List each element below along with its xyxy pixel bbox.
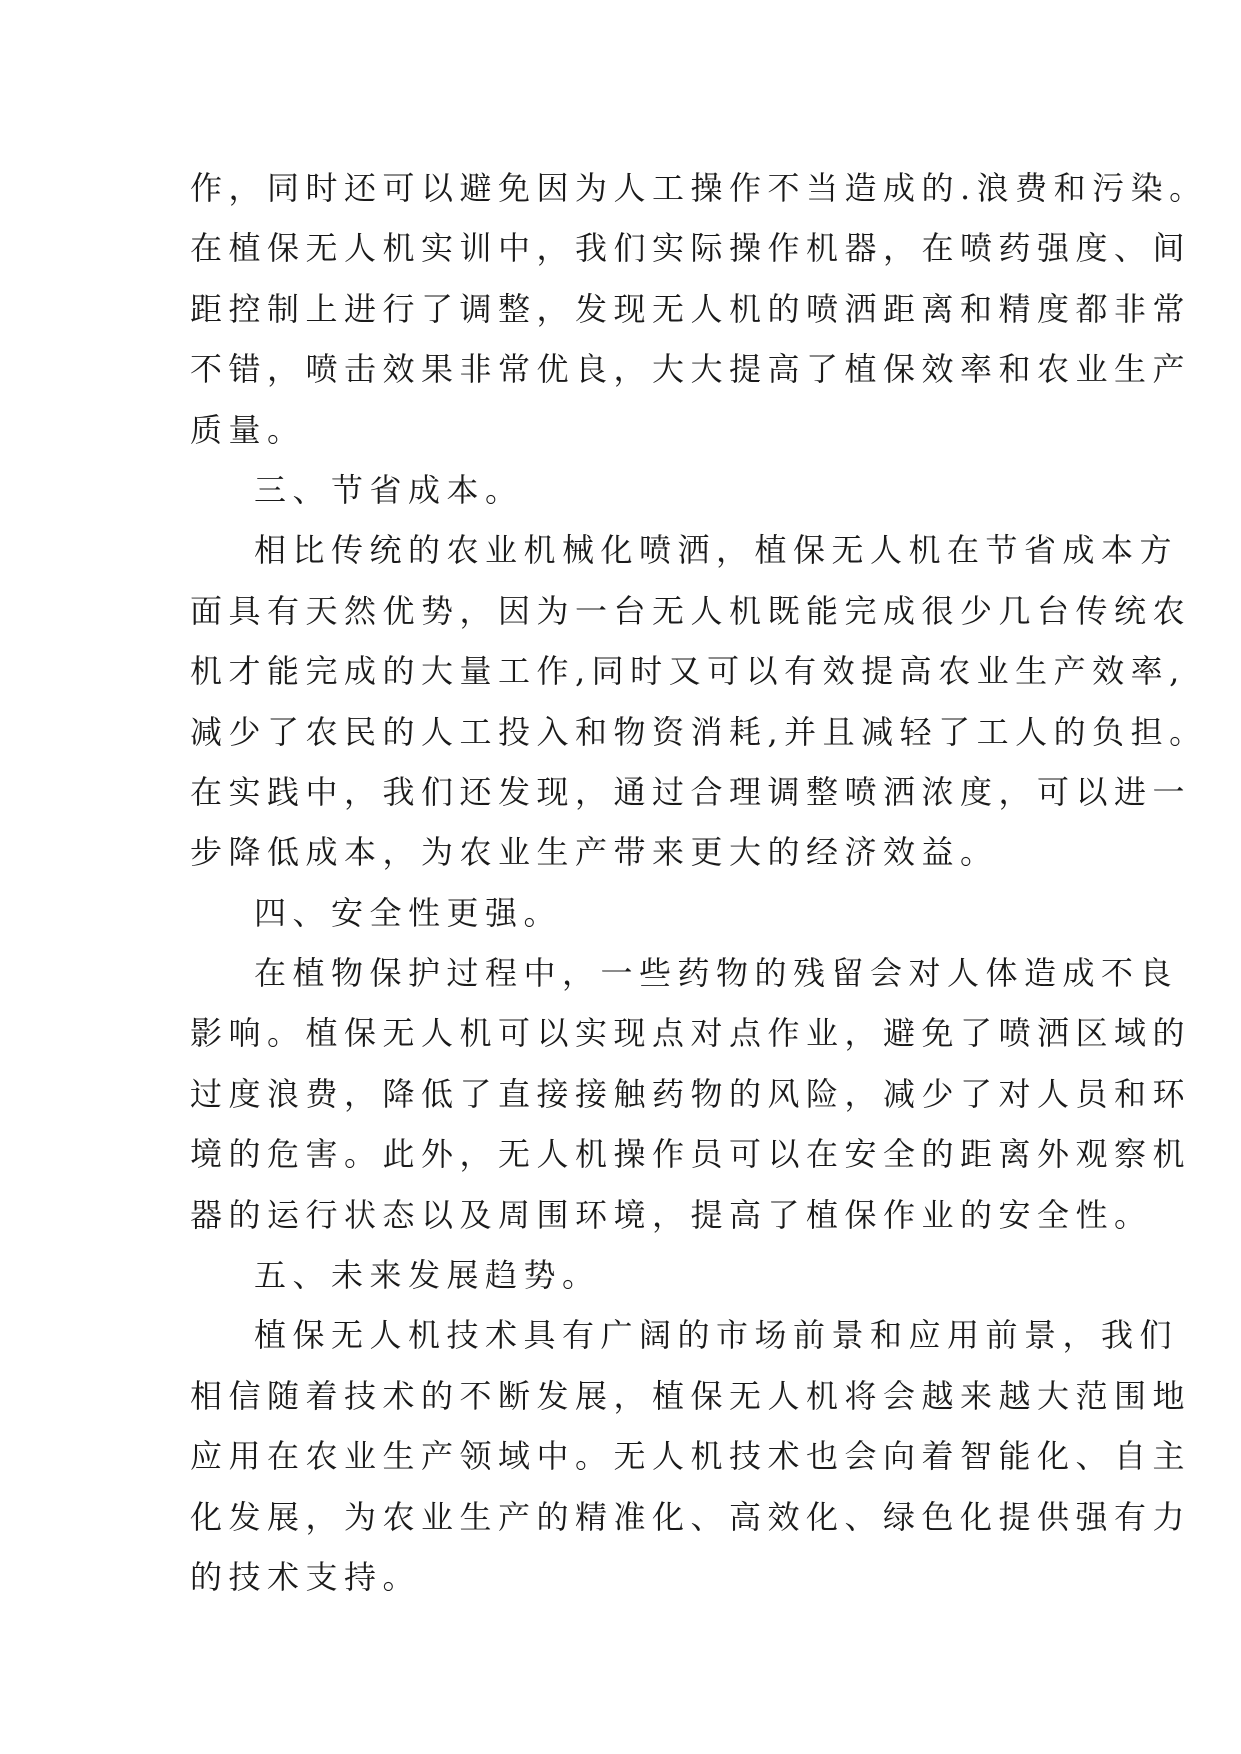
text-line: 的技术支持。 (190, 1557, 422, 1596)
text-line: 在植保无人机实训中，我们实际操作机器，在喷药强度、间 (190, 229, 1192, 268)
text-line: 面具有天然优势，因为一台无人机既能完成很少几台传统农 (190, 591, 1192, 630)
text-line: 质量。 (190, 410, 306, 449)
text-line: 应用在农业生产领域中。无人机技术也会向着智能化、自主 (190, 1437, 1192, 1476)
text-line: 器的运行状态以及周围环境，提高了植保作业的安全性。 (190, 1195, 1153, 1234)
text-line: 在实践中，我们还发现，通过合理调整喷洒浓度，可以进一 (190, 772, 1192, 811)
section-heading: 五、未来发展趋势。 (254, 1256, 601, 1295)
text-line: 过度浪费，降低了直接接触药物的风险，减少了对人员和环 (190, 1074, 1192, 1113)
text-line: 相信随着技术的不断发展，植保无人机将会越来越大范围地 (190, 1376, 1192, 1415)
text-line: 境的危害。此外，无人机操作员可以在安全的距离外观察机 (190, 1135, 1192, 1174)
text-line: 影响。植保无人机可以实现点对点作业，避免了喷洒区域的 (190, 1014, 1192, 1053)
section-heading: 四、安全性更强。 (254, 893, 563, 932)
text-line: 作，同时还可以避免因为人工操作不当造成的.浪费和污染。 (190, 169, 1208, 207)
section-heading: 三、节省成本。 (254, 470, 524, 509)
document-body (190, 158, 1208, 1607)
text-line: 减少了农民的人工投入和物资消耗,并且减轻了工人的负担。 (190, 712, 1208, 751)
text-line: 机才能完成的大量工作,同时又可以有效提高农业生产效率, (190, 652, 1186, 691)
text-line: 距控制上进行了调整，发现无人机的喷洒距离和精度都非常 (190, 289, 1192, 328)
text-line: 不错，喷击效果非常优良，大大提高了植保效率和农业生产 (190, 350, 1192, 389)
paragraph-first-line: 植保无人机技术具有广阔的市场前景和应用前景，我们 (254, 1316, 1179, 1355)
text-line: 化发展，为农业生产的精准化、高效化、绿色化提供强有力 (190, 1497, 1192, 1536)
text-line: 步降低成本，为农业生产带来更大的经济效益。 (190, 833, 999, 872)
paragraph-first-line: 相比传统的农业机械化喷洒，植保无人机在节省成本方 (254, 531, 1179, 570)
paragraph-first-line: 在植物保护过程中，一些药物的残留会对人体造成不良 (254, 954, 1179, 993)
